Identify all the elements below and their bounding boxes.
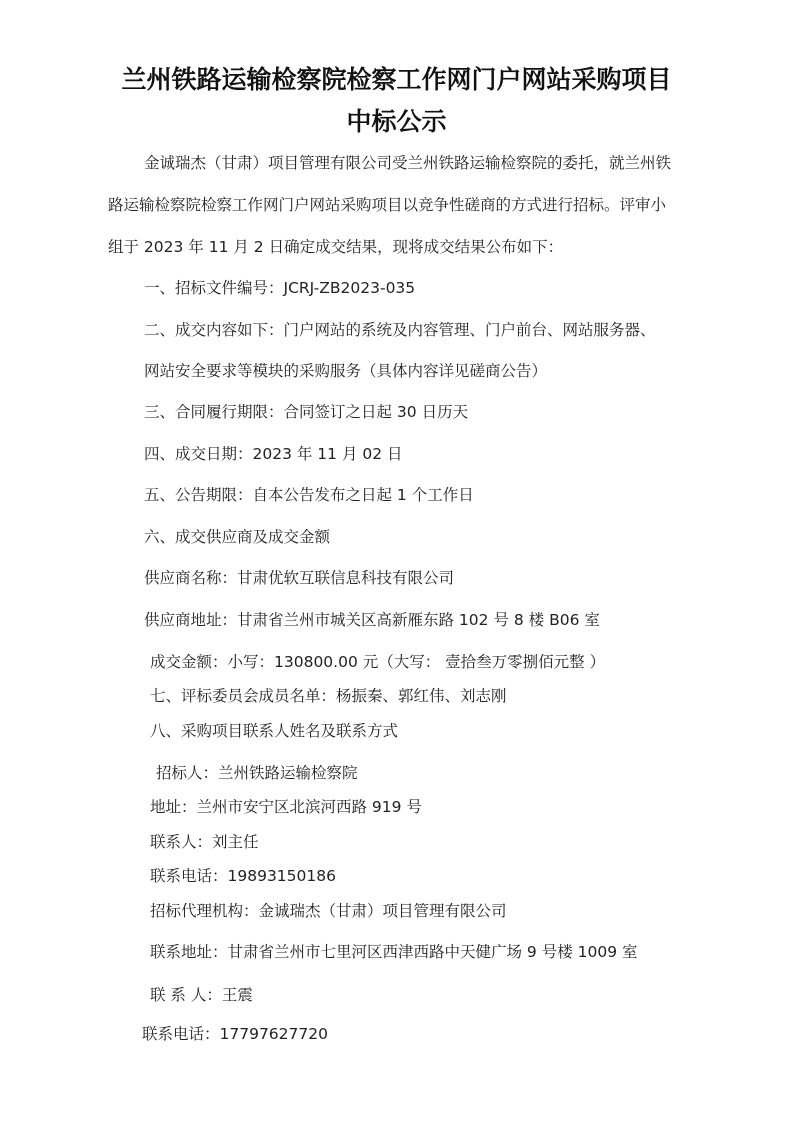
item-contract-period: 三、合同履行期限：合同签订之日起 30 日历天 [144,403,469,421]
buyer-phone: 联系电话：19893150186 [150,867,336,885]
item-content-line-1: 二、成交内容如下：门户网站的系统及内容管理、门户前台、网站服务器、 [144,321,656,339]
item-bid-number: 一、招标文件编号：JCRJ-ZB2023-035 [144,279,416,297]
intro-line-1: 金诚瑞杰（甘肃）项目管理有限公司受兰州铁路运输检察院的委托，就兰州铁 [144,154,672,172]
item-notice-period: 五、公告期限：自本公告发布之日起 1 个工作日 [144,486,474,504]
item-deal-date: 四、成交日期：2023 年 11 月 02 日 [144,445,403,463]
supplier-address: 供应商地址：甘肃省兰州市城关区高新雁东路 102 号 8 楼 B06 室 [144,611,600,629]
agency-address: 联系地址：甘肃省兰州市七里河区西津西路中天健广场 9 号楼 1009 室 [150,943,638,961]
document-title-line1: 兰州铁路运输检察院检察工作网门户网站采购项目 [121,65,672,94]
agency-name: 招标代理机构：金诚瑞杰（甘肃）项目管理有限公司 [150,902,507,920]
supplier-name: 供应商名称：甘肃优软互联信息科技有限公司 [144,569,455,587]
document-title-line2: 中标公示 [346,107,447,136]
agency-contact: 联 系 人：王震 [150,986,253,1004]
agency-phone: 联系电话：17797627720 [142,1025,328,1043]
item-supplier-heading: 六、成交供应商及成交金额 [144,528,331,546]
intro-line-3: 组于 2023 年 11 月 2 日确定成交结果，现将成交结果公布如下： [108,238,564,256]
item-content-line-2: 网站安全要求等模块的采购服务（具体内容详见磋商公告） [144,362,548,380]
buyer-address: 地址：兰州市安宁区北滨河西路 919 号 [150,798,422,816]
item-committee: 七、评标委员会成员名单：杨振秦、郭红伟、刘志刚 [150,687,507,705]
buyer-contact: 联系人：刘主任 [150,833,259,851]
intro-line-2: 路运输检察院检察工作网门户网站采购项目以竞争性磋商的方式进行招标。评审小 [108,196,667,214]
deal-amount: 成交金额：小写：130800.00 元（大写： 壹拾叁万零捌佰元整 ） [150,653,606,671]
buyer-name: 招标人：兰州铁路运输检察院 [156,764,358,782]
item-contact-heading: 八、采购项目联系人姓名及联系方式 [150,722,399,740]
